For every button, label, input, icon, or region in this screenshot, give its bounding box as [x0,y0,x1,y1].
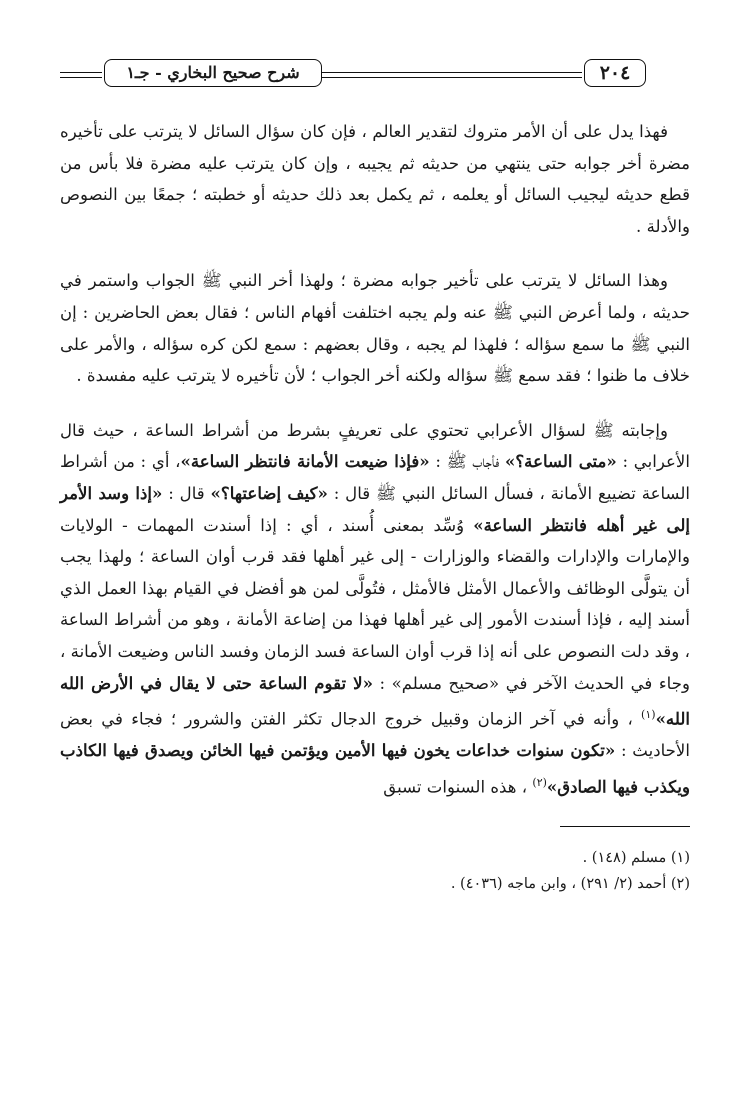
text-run: ، وأنه في آخر الزمان وقبيل خروج الدجال تكثر الفتن والشرور ؛ فجاء في بعض الأحاديث : [60,709,690,761]
footnote-2: (٢) أحمد (٢/ ٢٩١) ، وابن ماجه (٤٠٣٦) . [450,875,690,892]
text-run: قال : [162,483,211,503]
footnote-ref[interactable]: (١) [641,708,656,722]
footnotes [60,845,690,897]
hadith-quote: «كيف إضاعتها؟» [210,482,328,503]
text-run: ، أي : من أشراط الساعة تضييع الأمانة ، فسأل السائل النبي ﷺ قال : [60,452,691,503]
hadith-quote: «تكون سنوات خداعات يخون فيها الأمين ويؤتمن فيها الخائن ويصدق فيها الكاذب ويكذب فيها الصادق» [60,740,690,797]
page-number: ٢٠٤ [584,59,646,87]
header-rule-left [60,72,102,78]
footnote-separator [60,826,690,827]
book-title: شرح صحيح البخاري - جـ١ [104,59,322,87]
book-page [60,52,690,897]
page-body [60,116,690,803]
footnote-1: (١) مسلم (١٤٨) . [582,849,690,866]
hadith-quote: «إذا وسد الأمر إلى غير أهله فانتظر الساعة» [60,482,690,535]
paragraph-3 [60,415,690,803]
text-run: وُسِّد بمعنى أُسند ، أي : إذا أسندت المهمات - الولايات والإمارات والإدارات والقضاء والوزارات - إلى غير أهلها فقد قرب أوان الساعة ؛ ولهذا يجب أن يتولَّى الوظائف والأعمال الأمثل فالأمثل ، فتُولَّى لمن هو أفضل في القيام بهذا العمل الذي أسند إليه ، فإذا أسندت الأمور إلى غير أهلها فهذا من إضاعة الأمانة ، وهو من أشراط الساعة ، وقد دلت النصوص على أنه إذا قرب أوان الساعة فسد الزمان وفسد الناس وضيعت الأمانة ، وجاء في الحديث الآخر في «صحيح مسلم» : [60,515,691,693]
hadith-quote: «فإذا ضيعت الأمانة فانتظر الساعة» [180,451,430,472]
hadith-quote: «لا تقوم الساعة حتى لا يقال في الأرض الله الله» [60,672,690,729]
paragraph-1: فهذا يدل على أن الأمر متروك لتقدير العالم ، فإن كان سؤال السائل لا يترتب على تأخيره مضرة أخر جوابه حتى ينتهي من حديثه ثم يجيبه ، وإن كان يترتب عليه مضرة فلا بأس من قطع حديثه ليجيب السائل أو يعلمه ، ثم يكمل بعد ذلك حديثه أو خطبته ؛ جمعًا بين النصوص والأدلة . [60,122,690,236]
text-run: ، هذه السنوات تسبق [383,777,533,797]
text-run: وإجابته ﷺ لسؤال الأعرابي تحتوي على تعريفٍ بشرط من أشراط الساعة ، حيث قال الأعرابي : [60,420,690,472]
paragraph-2: وهذا السائل لا يترتب على تأخير جوابه مضرة ؛ ولهذا أخر النبي ﷺ الجواب واستمر في حديثه ، ولما أعرض النبي ﷺ عنه ولم يجبه اختلفت أفهام الناس ؛ فقال بعض الحاضرين : إن النبي ﷺ ما سمع سؤاله ؛ فلهذا لم يجبه ، وقال بعضهم : سمع لكن كره سؤاله ، والأمر على خلاف ما ظنوا ؛ فقد سمع ﷺ سؤاله ولكنه أخر الجواب ؛ لأن تأخيره لا يترتب عليه مفسدة . [60,271,690,386]
page-header [60,52,690,98]
text-run: فأجاب ﷺ : [429,452,505,472]
hadith-quote: «متى الساعة؟» [505,451,617,472]
header-rule-middle [322,72,582,78]
footnote-ref[interactable]: (٢) [532,775,547,789]
